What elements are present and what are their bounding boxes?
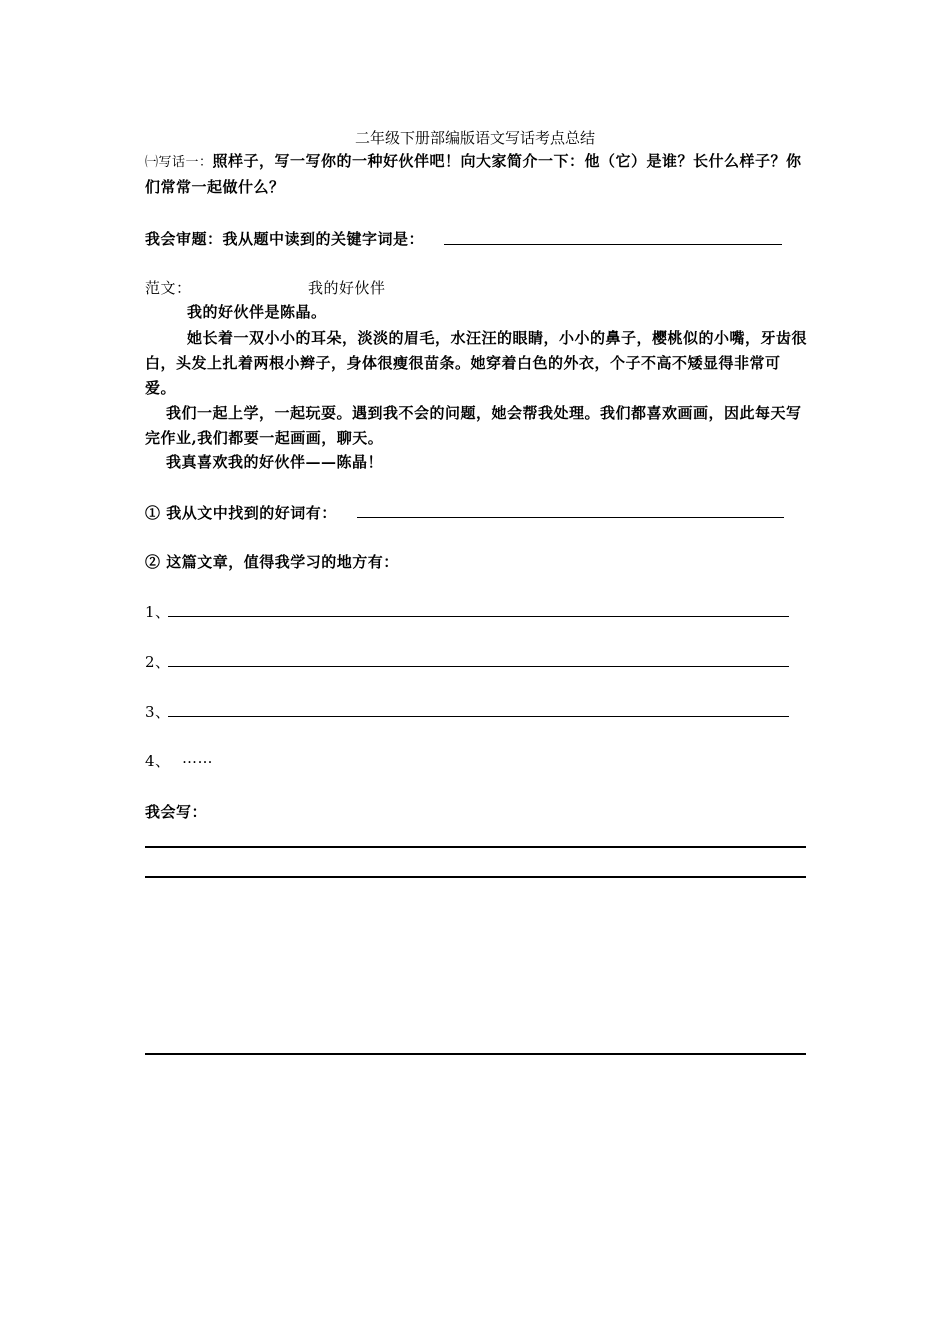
answer-item-2-line[interactable] bbox=[168, 666, 789, 667]
sample-paragraph-2: 她长着一双小小的耳朵，淡淡的眉毛，水汪汪的眼睛，小小的鼻子，樱桃似的小嘴，牙齿很白，头发上扎着两根小辫子，身体很瘦很苗条。她穿着白色的外衣，个子不高不矮显得非常可爱。 bbox=[145, 329, 808, 397]
answer-item-4-label: 4、 bbox=[145, 752, 171, 770]
review-answer-line[interactable] bbox=[444, 244, 782, 245]
answer-item-3-line[interactable] bbox=[168, 716, 789, 717]
answer-item-2-label: 2、 bbox=[145, 653, 171, 671]
sample-paragraph-3: 我们一起上学，一起玩耍。遇到我不会的问题，她会帮我处理。我们都喜欢画画，因此每天写完作业,我们都要一起画画，聊天。 bbox=[145, 404, 802, 447]
writing-line-2[interactable] bbox=[145, 876, 806, 878]
question-learn-points: ② 这篇文章，值得我学习的地方有： bbox=[145, 553, 399, 571]
write-label: 我会写： bbox=[145, 803, 208, 821]
answer-item-1-label: 1、 bbox=[145, 603, 171, 621]
writing-line-3[interactable] bbox=[145, 1053, 806, 1055]
answer-item-4-ellipsis: …… bbox=[182, 749, 213, 767]
review-label: 我会审题：我从题中读到的关键字词是： bbox=[145, 230, 425, 248]
answer-item-3-label: 3、 bbox=[145, 703, 171, 721]
task-label: ㈠写话一： bbox=[145, 155, 213, 170]
task-prompt-text: 照样子，写一写你的一种好伙伴吧！向大家简介一下：他（它）是谁？长什么样子？你们常常一起做什么？ bbox=[145, 152, 802, 196]
sample-label: 范文： bbox=[145, 279, 192, 297]
sample-paragraph-1: 我的好伙伴是陈晶。 bbox=[187, 303, 327, 321]
task-prompt bbox=[145, 149, 808, 200]
page-title: 二年级下册部编版语文写话考点总结 bbox=[354, 129, 595, 147]
sample-paragraph-4: 我真喜欢我的好伙伴——陈晶！ bbox=[166, 453, 384, 471]
writing-line-1[interactable] bbox=[145, 846, 806, 848]
good-words-answer-line[interactable] bbox=[357, 517, 784, 518]
sample-heading: 我的好伙伴 bbox=[308, 279, 386, 297]
question-good-words: ① 我从文中找到的好词有： bbox=[145, 504, 337, 522]
answer-item-1-line[interactable] bbox=[168, 616, 789, 617]
